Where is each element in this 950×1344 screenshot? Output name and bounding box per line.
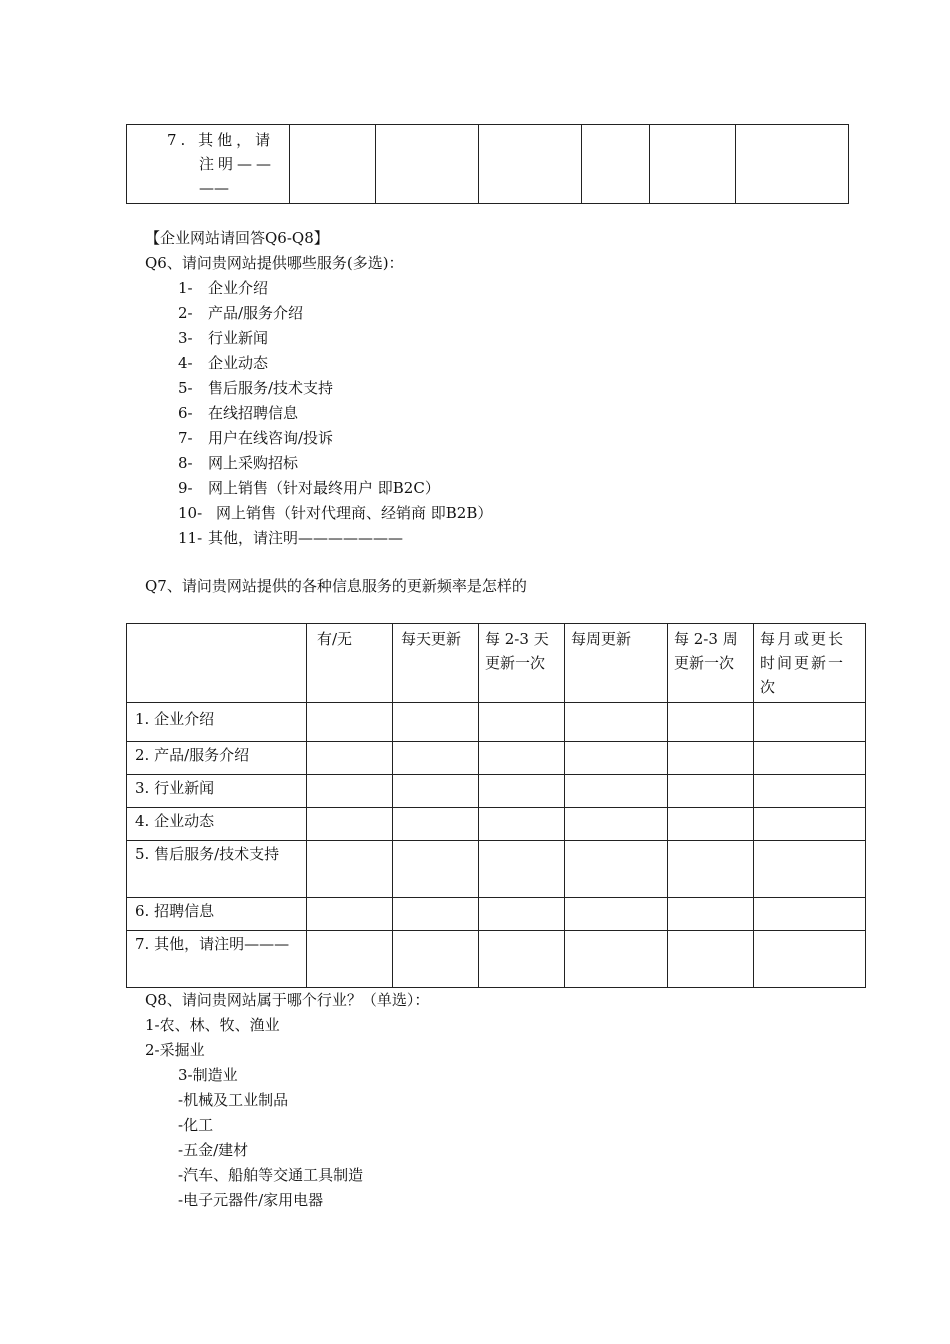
option-text: 网上采购招标 — [208, 454, 299, 472]
table-cell — [582, 125, 650, 204]
column-header-has: 有/无 — [307, 624, 393, 703]
table-cell — [754, 808, 866, 841]
table-cell — [565, 931, 668, 988]
q8-option: 2-采掘业 — [145, 1041, 205, 1059]
section-heading: 【企业网站请回答Q6-Q8】 — [145, 229, 329, 247]
table-cell — [736, 125, 849, 204]
q6-option — [178, 354, 268, 372]
row-label: 7. 其他，请注明——— — [127, 931, 307, 988]
option-text: 产品/服务介绍 — [208, 304, 304, 322]
row-label: 4. 企业动态 — [127, 808, 307, 841]
option-text: 在线招聘信息 — [208, 404, 299, 422]
table-cell — [307, 742, 393, 775]
row-label: 5. 售后服务/技术支持 — [127, 841, 307, 898]
table-row — [127, 931, 866, 988]
column-header-2-3-days: 每 2-3 天更新一次 — [479, 624, 565, 703]
option-text: 其他，请注明——————— — [208, 529, 404, 547]
option-text: 网上销售（针对最终用户 即B2C） — [208, 479, 440, 497]
table-cell — [479, 775, 565, 808]
table-cell — [290, 125, 376, 204]
option-number: 6- — [178, 404, 193, 422]
q6-option — [178, 404, 298, 422]
table-cell — [307, 808, 393, 841]
q8-option: -汽车、船舶等交通工具制造 — [178, 1166, 364, 1184]
table-header-row — [127, 624, 866, 703]
q6-option — [178, 429, 333, 447]
option-text: 企业动态 — [208, 354, 269, 372]
table-cell — [479, 125, 582, 204]
table-cell — [668, 703, 754, 742]
table-cell — [565, 898, 668, 931]
table-row — [127, 775, 866, 808]
option-text: 售后服务/技术支持 — [208, 379, 334, 397]
table-cell — [565, 775, 668, 808]
table-cell — [565, 703, 668, 742]
table-cell — [479, 742, 565, 775]
option-number: 1- — [178, 279, 193, 297]
q6-option — [178, 479, 440, 497]
table-cell — [393, 808, 479, 841]
table-cell — [479, 841, 565, 898]
table-cell — [479, 931, 565, 988]
q7-question: Q7、请问贵网站提供的各种信息服务的更新频率是怎样的 — [145, 577, 527, 595]
table-cell-row-label — [127, 125, 290, 204]
table-cell — [565, 808, 668, 841]
table-cell — [376, 125, 479, 204]
q8-option: 3-制造业 — [178, 1066, 238, 1084]
table-cell — [668, 898, 754, 931]
column-header-2-3-weeks: 每 2-3 周更新一次 — [668, 624, 754, 703]
table-cell — [307, 931, 393, 988]
table-cell — [668, 775, 754, 808]
table-cell — [754, 931, 866, 988]
table-cell — [650, 125, 736, 204]
table-cell — [754, 775, 866, 808]
q8-option: 1-农、林、牧、渔业 — [145, 1016, 280, 1034]
option-number: 3- — [178, 329, 193, 347]
q7-table-body — [127, 703, 866, 988]
option-text: 企业介绍 — [208, 279, 269, 297]
column-header-daily: 每天更新 — [393, 624, 479, 703]
table-cell — [479, 898, 565, 931]
q6-option — [178, 454, 298, 472]
q6-option — [178, 504, 492, 522]
table-cell — [565, 841, 668, 898]
q8-option: -电子元器件/家用电器 — [178, 1191, 324, 1209]
table-row — [127, 125, 849, 204]
table-cell — [668, 808, 754, 841]
table-cell — [479, 808, 565, 841]
q6-option — [178, 279, 268, 297]
table-cell — [307, 841, 393, 898]
row-label: 1. 企业介绍 — [127, 703, 307, 742]
q8-question: Q8、请问贵网站属于哪个行业？（单选）： — [145, 991, 430, 1009]
row-label: 6. 招聘信息 — [127, 898, 307, 931]
option-number: 8- — [178, 454, 193, 472]
option-text: 行业新闻 — [208, 329, 269, 347]
column-header-monthly: 每月或更长时间更新一次 — [754, 624, 866, 703]
q8-option: -五金/建材 — [178, 1141, 249, 1159]
option-number: 9- — [178, 479, 193, 497]
top-partial-table — [126, 124, 849, 204]
q6-option — [178, 329, 268, 347]
table-cell — [668, 841, 754, 898]
option-number: 2- — [178, 304, 193, 322]
table-cell — [393, 703, 479, 742]
table-cell — [393, 898, 479, 931]
table-cell — [565, 742, 668, 775]
table-cell — [393, 841, 479, 898]
q6-option — [178, 304, 303, 322]
table-cell — [479, 703, 565, 742]
column-header — [127, 624, 307, 703]
table-cell — [754, 742, 866, 775]
table-cell — [393, 775, 479, 808]
option-number: 7- — [178, 429, 193, 447]
table-cell — [393, 931, 479, 988]
table-row — [127, 808, 866, 841]
table-cell — [393, 742, 479, 775]
option-text: 用户在线咨询/投诉 — [208, 429, 334, 447]
row-label-line: 7. 其他，请 — [167, 131, 275, 149]
row-label: 3. 行业新闻 — [127, 775, 307, 808]
option-number: 10- — [178, 504, 203, 522]
table-cell — [307, 775, 393, 808]
option-number: 5- — [178, 379, 193, 397]
column-header-weekly: 每周更新 — [565, 624, 668, 703]
q6-question: Q6、请问贵网站提供哪些服务(多选)： — [145, 254, 404, 272]
table-cell — [307, 898, 393, 931]
option-number: 4- — [178, 354, 193, 372]
table-row — [127, 841, 866, 898]
q6-option — [178, 379, 333, 397]
table-row — [127, 742, 866, 775]
table-row — [127, 703, 866, 742]
row-label-line: —— — [199, 179, 229, 197]
table-cell — [754, 898, 866, 931]
row-label: 2. 产品/服务介绍 — [127, 742, 307, 775]
table-cell — [668, 931, 754, 988]
table-cell — [754, 841, 866, 898]
row-label-line: 注明—— — [199, 155, 276, 173]
q7-frequency-table — [126, 623, 866, 988]
table-cell — [307, 703, 393, 742]
table-row — [127, 898, 866, 931]
q6-option — [178, 529, 403, 547]
q8-option: -机械及工业制品 — [178, 1091, 289, 1109]
q8-option: -化工 — [178, 1116, 214, 1134]
option-text: 网上销售（针对代理商、经销商 即B2B） — [216, 504, 493, 522]
table-cell — [668, 742, 754, 775]
option-number: 11- — [178, 529, 203, 547]
table-cell — [754, 703, 866, 742]
